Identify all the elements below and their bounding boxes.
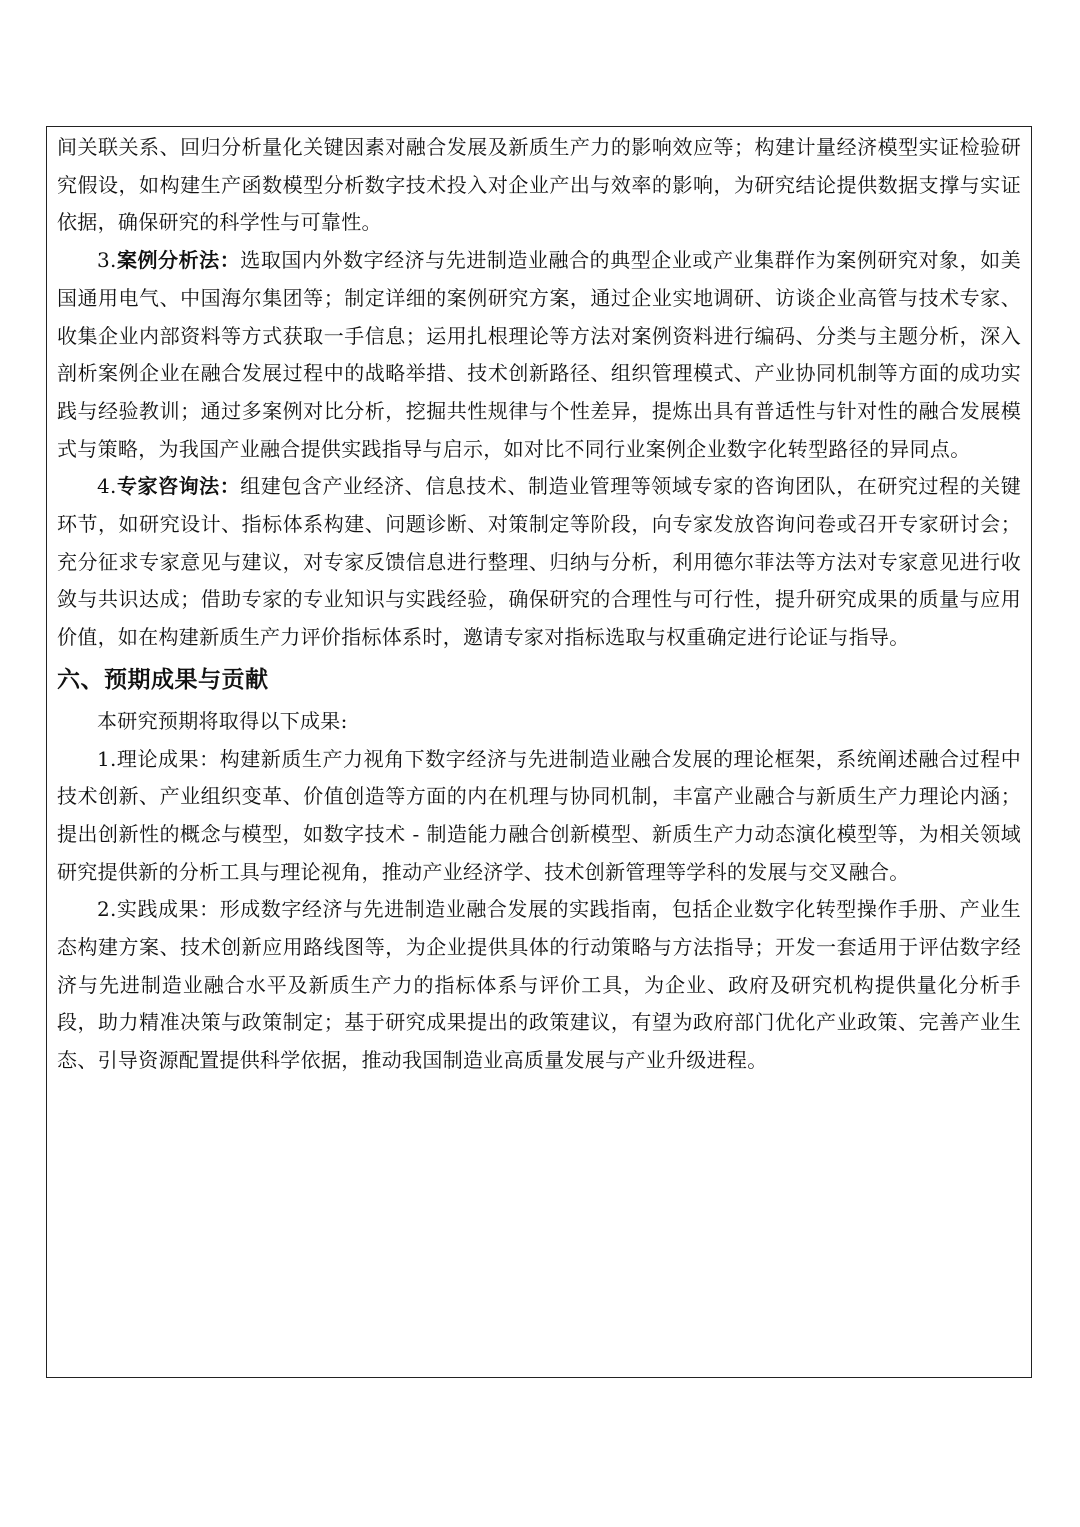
method-description: 组建包含产业经济、信息技术、制造业管理等领域专家的咨询团队，在研究过程的关键环节，如研究设计、指标体系构建、问题诊断、对策制定等阶段，向专家发放咨询问卷或召开专家研讨会；充分征求专家意见与建议，对专家反馈信息进行整理、归纳与分析，利用德尔菲法等方法对专家意见进行收敛与共识达成；借助专家的专业知识与实践经验，确保研究的合理性与可行性，提升研究成果的质量与应用价值，如在构建新质生产力评价指标体系时，邀请专家对指标选取与权重确定进行论证与指导。 — [57, 474, 1021, 650]
method-term: 专家咨询法： — [116, 474, 241, 499]
method-description: 选取国内外数字经济与先进制造业融合的典型企业或产业集群作为案例研究对象，如美国通用电气、中国海尔集团等；制定详细的案例研究方案，通过企业实地调研、访谈企业高管与技术专家、收集企业内部资料等方式获取一手信息；运用扎根理论等方法对案例资料进行编码、分类与主题分析，深入剖析案例企业在融合发展过程中的战略举措、技术创新路径、组织管理模式、产业协同机制等方面的成功实践与经验教训；通过多案例对比分析，挖掘共性规律与个性差异，提炼出具有普适性与针对性的融合发展模式与策略，为我国产业融合提供实践指导与启示，如对比不同行业案例企业数字化转型路径的异同点。 — [57, 248, 1021, 461]
paragraph-expert-consultation — [57, 468, 1021, 657]
paragraph-continuation: 间关联关系、回归分析量化关键因素对融合发展及新质生产力的影响效应等；构建计量经济模型实证检验研究假设，如构建生产函数模型分析数字技术投入对企业产出与效率的影响，为研究结论提供数据支撑与实证依据，确保研究的科学性与可靠性。 — [57, 135, 1021, 235]
method-term: 案例分析法： — [116, 248, 241, 273]
paragraph-practice-results: 2.实践成果：形成数字经济与先进制造业融合发展的实践指南，包括企业数字化转型操作手册、产业生态构建方案、技术创新应用路线图等，为企业提供具体的行动策略与方法指导；开发一套适用于评估数字经济与先进制造业融合水平及新质生产力的指标体系与评价工具，为企业、政府及研究机构提供量化分析手段，助力精准决策与政策制定；基于研究成果提出的政策建议，有望为政府部门优化产业政策、完善产业生态、引导资源配置提供科学依据，推动我国制造业高质量发展与产业升级进程。 — [57, 897, 1021, 1073]
item-number: 3. — [97, 248, 117, 273]
paragraph-theory-results: 1.理论成果：构建新质生产力视角下数字经济与先进制造业融合发展的理论框架，系统阐述融合过程中技术创新、产业组织变革、价值创造等方面的内在机理与协同机制，丰富产业融合与新质生产力理论内涵；提出创新性的概念与模型，如数字技术 - 制造能力融合创新模型、新质生产力动态演化模型等，为相关领域研究提供新的分析工具与理论视角，推动产业经济学、技术创新管理等学科的发展与交叉融合。 — [57, 746, 1021, 884]
paragraph-case-analysis — [57, 242, 1021, 468]
section-heading: 六、预期成果与贡献 — [57, 666, 269, 693]
item-number: 4. — [97, 474, 117, 499]
paragraph-intro: 本研究预期将取得以下成果: — [97, 708, 348, 733]
document-frame — [46, 126, 1032, 1378]
